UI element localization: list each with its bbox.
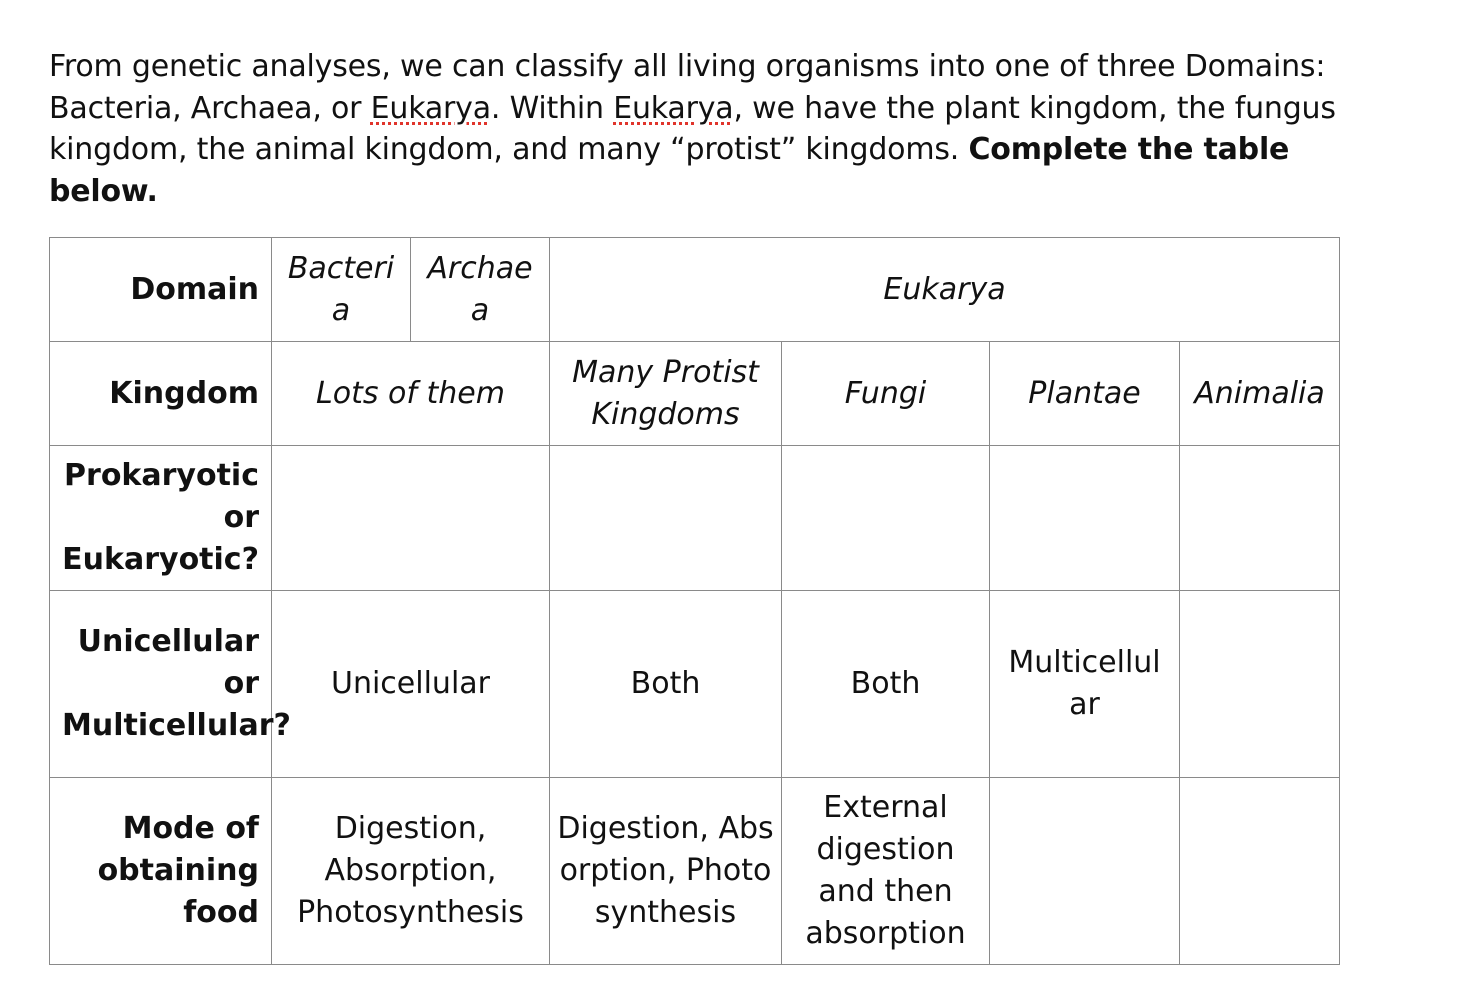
row-header-kingdom: Kingdom	[50, 342, 272, 446]
cell-food-protist[interactable]: Digestion, Absorption, Photosynthesis	[550, 778, 782, 965]
cell-food-animalia[interactable]	[1180, 778, 1340, 965]
cell-food-fungi[interactable]: External digestion and then absorption	[782, 778, 990, 965]
cell-prokaryotic-fungi[interactable]	[782, 446, 990, 591]
cell-cellular-animalia[interactable]	[1180, 591, 1340, 778]
intro-line-2c: . Within	[490, 90, 614, 126]
cell-kingdom-lots[interactable]: Lots of them	[272, 342, 550, 446]
row-header-prokaryotic: Prokaryotic or Eukaryotic?	[50, 446, 272, 591]
cell-cellular-fungi[interactable]: Both	[782, 591, 990, 778]
cell-kingdom-plantae[interactable]: Plantae	[990, 342, 1180, 446]
row-domain	[50, 238, 1340, 342]
intro-line-1: From genetic analyses, we can classify all living organisms into one of three Domains:	[49, 49, 1326, 84]
cell-cellular-lots[interactable]: Unicellular	[272, 591, 550, 778]
intro-line-3a: kingdom, the animal kingdom, and many “protist” kingdoms.	[49, 132, 969, 167]
row-cellular	[50, 591, 1340, 778]
row-header-cellular: Unicellular or Multicellular?	[50, 591, 272, 778]
instruction-emphasis: Complete the table	[968, 132, 1290, 167]
cell-domain-eukarya[interactable]: Eukarya	[550, 238, 1340, 342]
cell-cellular-protist[interactable]: Both	[550, 591, 782, 778]
row-header-domain: Domain	[50, 238, 272, 342]
cell-domain-archaea[interactable]: Archaea	[411, 238, 550, 342]
row-prokaryotic	[50, 446, 1340, 591]
cell-cellular-plantae[interactable]: Multicellular	[990, 591, 1180, 778]
cell-kingdom-animalia[interactable]: Animalia	[1180, 342, 1340, 446]
cell-kingdom-fungi[interactable]: Fungi	[782, 342, 990, 446]
spellcheck-word-eukarya-2[interactable]: Eukarya	[613, 90, 734, 126]
cell-prokaryotic-lots[interactable]	[272, 446, 550, 591]
cell-prokaryotic-protist[interactable]	[550, 446, 782, 591]
spellcheck-word-eukarya[interactable]: Eukarya	[370, 90, 491, 126]
row-kingdom	[50, 342, 1340, 446]
cell-food-lots[interactable]: Digestion, Absorption, Photosynthesis	[272, 778, 550, 965]
row-header-food: Mode of obtaining food	[50, 778, 272, 965]
intro-line-2e: , we have the plant kingdom, the fungus	[733, 90, 1336, 126]
intro-line-2a: Bacteria, Archaea, or	[49, 90, 371, 126]
classification-table	[49, 237, 1340, 965]
cell-prokaryotic-animalia[interactable]	[1180, 446, 1340, 591]
instructions-paragraph	[49, 46, 1359, 212]
cell-food-plantae[interactable]	[990, 778, 1180, 965]
cell-prokaryotic-plantae[interactable]	[990, 446, 1180, 591]
instruction-emphasis-end: below.	[49, 173, 158, 209]
cell-kingdom-protist[interactable]: Many Protist Kingdoms	[550, 342, 782, 446]
cell-domain-bacteria[interactable]: Bacteria	[272, 238, 411, 342]
row-food	[50, 778, 1340, 965]
